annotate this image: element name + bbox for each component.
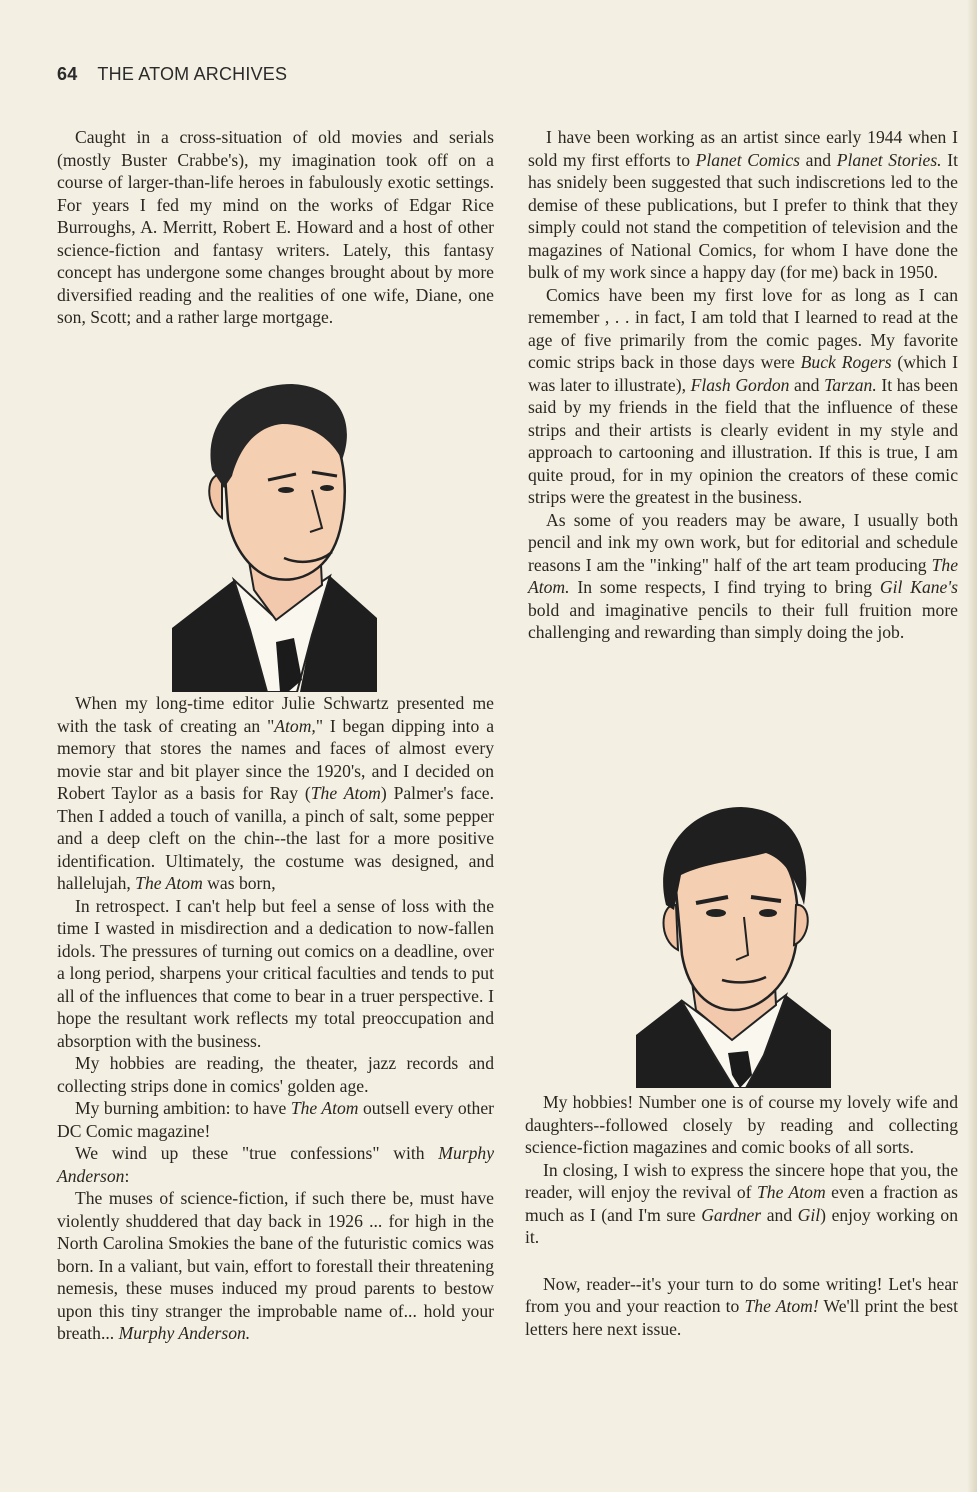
portrait-gil-kane [172,380,377,692]
page-number: 64 [57,64,78,84]
portrait-murphy-anderson-drawing [636,805,831,1088]
left-column-main [57,692,494,1345]
paragraph-gap [525,1249,958,1273]
portrait-gil-kane-drawing [172,380,377,692]
running-header [57,64,287,85]
paragraph: Comics have been my first love for as long as I can remember , . . in fact, I am told that I learned to read at the age of five primarily from the comic pages. My favorite comic strips back in those days were Buck Rogers (which I was later to illustrate), Flash Gordon and Tarzan. It has been said by my friends in the field that the influence of these strips and their artists is clearly evident in my style and approach to cartooning and illustration. If this is true, I am quite proud, for in my opinion the creators of these comic strips were the greatest in the business. [528,284,959,507]
paragraph: When my long-time editor Julie Schwartz presented me with the task of creating an "Atom," I began dipping into a memory that stores the names and faces of almost every movie star and bit player since the 1920's, and I decided on Robert Taylor as a basis for Ray (The Atom) Palmer's face. Then I added a touch of vanilla, a pinch of salt, some pepper and a deep cleft on the chin--the last for a more positive identification. Ultimately, the costume was designed, and hallelujah, The Atom was born, [57,693,495,893]
book-title: THE ATOM ARCHIVES [97,64,288,84]
paragraph: My hobbies are reading, the theater, jazz records and collecting strips done in comics' golden age. [57,1053,494,1096]
paragraph: We wind up these "true confessions" with Murphy Anderson: [57,1143,494,1186]
paragraph: The muses of science-fiction, if such there be, must have violently shuddered that day back in 1926 ... for high in the North Carolina Smokies the bane of the futuristic comics was born. In a valiant, but vain, effort to forestall their threatening nemesis, these muses induced my proud parents to bestow upon this tiny stranger the improbable name of... hold your breath... Murphy Anderson. [57,1188,494,1343]
paragraph: Now, reader--it's your turn to do some writing! Let's hear from you and your reaction to The Atom! We'll print the best letters here next issue. [525,1273,958,1339]
left-column-intro [57,126,494,329]
portrait-murphy-anderson [636,805,831,1088]
paragraph: Caught in a cross-situation of old movies and serials (mostly Buster Crabbe's), my imagination took off on a course of larger-than-life heroes in fabulously exotic settings. For years I fed my mind on the works of Edgar Rice Burroughs, A. Merritt, Robert E. Howard and a host of other science-fiction and fantasy writers. Lately, this fantasy concept has undergone some changes brought about by more diversified reading and the realities of one wife, Diane, one son, Scott; and a rather large mortgage. [57,127,494,327]
page-edge-shadow [967,0,977,1492]
paragraph: My hobbies! Number one is of course my lovely wife and daughters--followed closely by reading and collecting science-fiction magazines and comic books of all sorts. [525,1092,958,1157]
right-column-top [528,126,958,644]
right-column-bottom [525,1091,958,1340]
paragraph: My burning ambition: to have The Atom outsell every other DC Comic magazine! [57,1098,494,1141]
paragraph: In closing, I wish to express the sincere hope that you, the reader, will enjoy the revival of The Atom even a fraction as much as I (and I'm sure Gardner and Gil) enjoy working on it. [525,1159,958,1247]
paragraph: I have been working as an artist since early 1944 when I sold my first efforts to Planet Comics and Planet Stories. It has snidely been suggested that such indiscretions led to the demise of these publications, but I prefer to think that they simply could not stand the competition of television and the magazines of National Comics, for whom I have done the bulk of my work since a happy day (for me) back in 1950. [528,127,958,282]
paragraph: As some of you readers may be aware, I usually both pencil and ink my own work, but for editorial and schedule reasons I am the "inking" half of the art team producing The Atom. In some respects, I find trying to bring Gil Kane's bold and imaginative pencils to their full fruition more challenging and rewarding than simply doing the job. [528,509,958,642]
paragraph: In retrospect. I can't help but feel a sense of loss with the time I wasted in misdirection and a dedication to now-fallen idols. The pressures of turning out comics on a deadline, over a long period, sharpens your critical faculties and tends to put all of the influences that come to bear in a truer perspective. I hope the resultant work reflects my total preoccupation and absorption with the business. [57,895,494,1051]
